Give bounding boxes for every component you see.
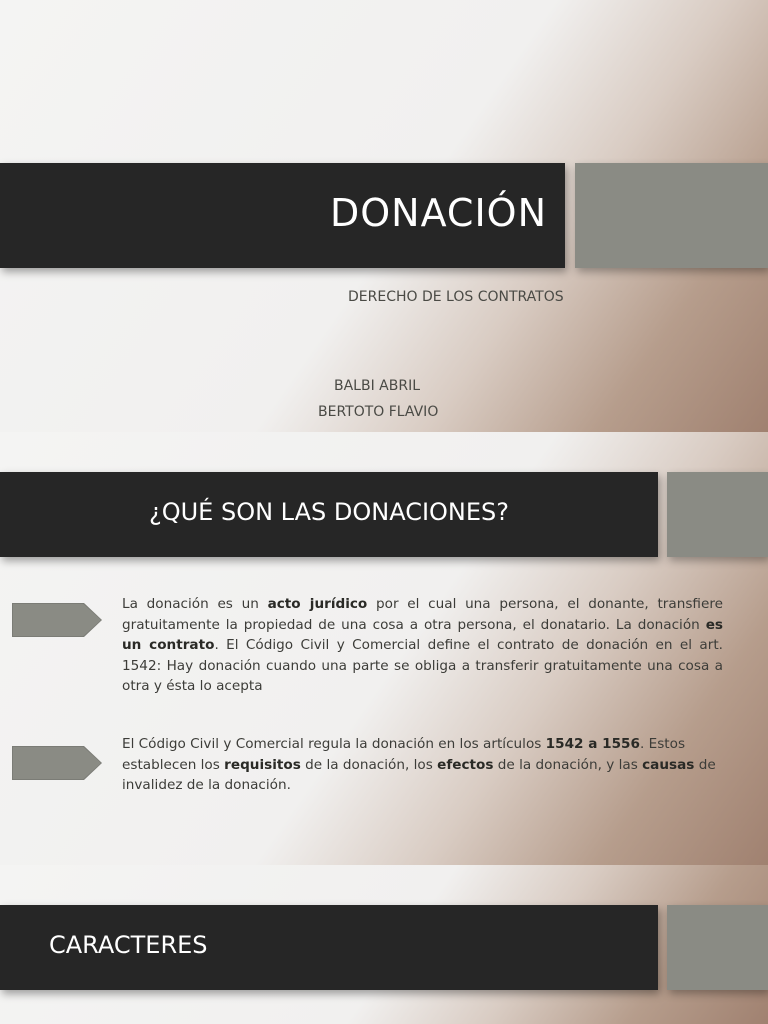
text-run: . El Código Civil y Comercial define el contrato de donación en el art. 1542: Hay donación cuando una parte se obliga a transferir gratuitamente una cosa a otra y ésta lo acepta <box>122 637 724 694</box>
title-bar <box>0 163 565 268</box>
text-run: . Estos establecen los <box>122 736 686 773</box>
author-name: BERTOTO FLAVIO <box>318 404 439 420</box>
bold-text: es un contrato <box>122 616 723 653</box>
accent-block <box>667 905 768 990</box>
slide-subtitle: DERECHO DE LOS CONTRATOS <box>348 289 564 305</box>
author-name: BALBI ABRIL <box>334 378 421 394</box>
slide-que-son <box>0 432 768 865</box>
bold-text: 1542 a 1556 <box>545 736 640 752</box>
bold-text: causas <box>642 756 695 773</box>
slide-title-text: CARACTERES <box>49 931 208 959</box>
text-run: de invalidez de la donación. <box>122 756 716 793</box>
title-bar <box>0 905 658 990</box>
bold-text: requisitos <box>224 756 301 773</box>
arrow-bullet-icon <box>12 603 102 637</box>
paragraph-regulation <box>122 734 723 796</box>
text-run: La donación es un <box>122 596 268 612</box>
text-run: de la donación, y las <box>493 756 643 773</box>
text-run: de la donación, los <box>300 756 438 773</box>
title-bar <box>0 472 658 557</box>
bold-text: efectos <box>437 756 494 773</box>
slide-caracteres <box>0 865 768 1024</box>
text-run: por el cual una persona, el donante, transfiere gratuitamente la propiedad de una cosa a otra persona, el donatario. La donación <box>122 596 723 633</box>
slide-title <box>0 0 768 432</box>
accent-block <box>575 163 768 268</box>
accent-block <box>667 472 768 557</box>
paragraph-definition <box>122 594 723 697</box>
slide-title-text: ¿QUÉ SON LAS DONACIONES? <box>148 498 510 526</box>
text-run: El Código Civil y Comercial regula la donación en los artículos <box>122 736 546 752</box>
slide-title-text: DONACIÓN <box>330 191 547 235</box>
bold-text: acto jurídico <box>267 596 368 612</box>
arrow-bullet-icon <box>12 746 102 780</box>
